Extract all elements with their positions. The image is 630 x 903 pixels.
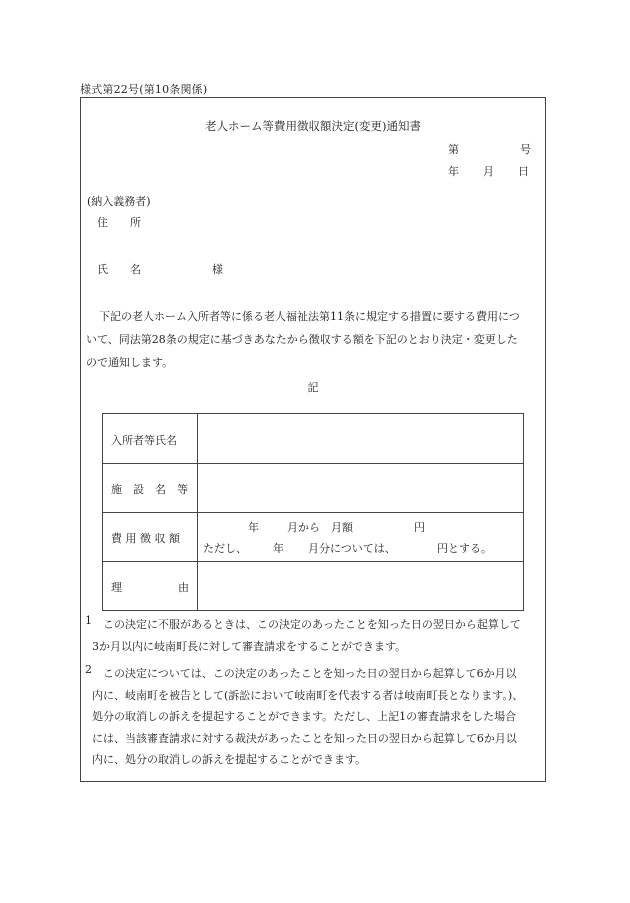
date-day: 日 (518, 165, 529, 178)
resident-name-label: 入所者等氏名 (111, 434, 177, 447)
note-1-number: 1 (85, 614, 92, 627)
body-line: ので通知します。 (86, 356, 174, 369)
number-go: 号 (520, 143, 531, 156)
reason-label-yu: 由 (178, 581, 189, 594)
note-line: この決定に不服があるときは、この決定のあったことを知った日の翌日から起算して (103, 618, 521, 631)
date-month: 月 (483, 165, 494, 178)
fee-line1-from-monthly: 月から 月額 (287, 521, 353, 534)
note-line: 内に、処分の取消しの訴えを提起することができます。 (92, 753, 367, 766)
note-2-number: 2 (85, 663, 92, 676)
honorific-sama: 様 (212, 263, 223, 276)
notice-frame (80, 97, 546, 782)
form-number-label: 様式第22号(第10条関係) (80, 83, 208, 96)
reason-label-ri: 理 (111, 581, 122, 594)
body-line: いて、同法第28条の規定に基づきあなたから徴収する額を下記のとおり決定・変更した (86, 333, 518, 346)
date-year: 年 (448, 165, 459, 178)
fee-line2-year: 年 (273, 542, 284, 555)
note-2 (85, 663, 541, 773)
address-label: 住 所 (97, 216, 141, 229)
obligor-heading: (納入義務者) (87, 195, 151, 208)
note-line: 内に、岐南町を被告として(訴訟において岐南町を代表する者は岐南町長となります。)、 (92, 688, 524, 702)
note-line: 処分の取消しの訴えを提起することができます。ただし、上記1の審査請求をした場合 (92, 710, 517, 723)
fee-line2-yen-suffix: 円とする。 (437, 542, 492, 555)
table-row-facility (103, 463, 523, 512)
name-label: 氏 名 (97, 263, 141, 276)
details-table (102, 413, 524, 611)
ki-heading: 記 (307, 381, 319, 394)
body-paragraph (86, 305, 540, 374)
fee-line1-yen: 円 (414, 521, 425, 534)
note-line: 3か月以内に岐南町長に対して審査請求をすることができます。 (92, 639, 407, 653)
table-row-reason (103, 561, 523, 610)
fee-line1-year: 年 (248, 521, 259, 534)
table-row-resident-name (103, 414, 523, 463)
body-line: 下記の老人ホーム入所者等に係る老人福祉法第11条に規定する措置に要する費用につ (99, 310, 520, 323)
document-title: 老人ホーム等費用徴収額決定(変更)通知書 (205, 119, 421, 133)
note-line: には、当該審査請求に対する裁決があったことを知った日の翌日から起算して6か月以 (92, 731, 517, 745)
number-dai: 第 (448, 143, 459, 156)
fee-line2-month-part: 月分については、 (308, 542, 396, 555)
fee-amount-label: 費 用 徴 収 額 (111, 532, 180, 545)
fee-line2-however: ただし、 (203, 542, 247, 555)
table-row-fee (103, 512, 523, 561)
note-1 (85, 614, 541, 658)
facility-name-label: 施 設 名 等 (111, 483, 188, 496)
note-line: この決定については、この決定のあったことを知った日の翌日から起算して6か月以 (103, 667, 517, 680)
